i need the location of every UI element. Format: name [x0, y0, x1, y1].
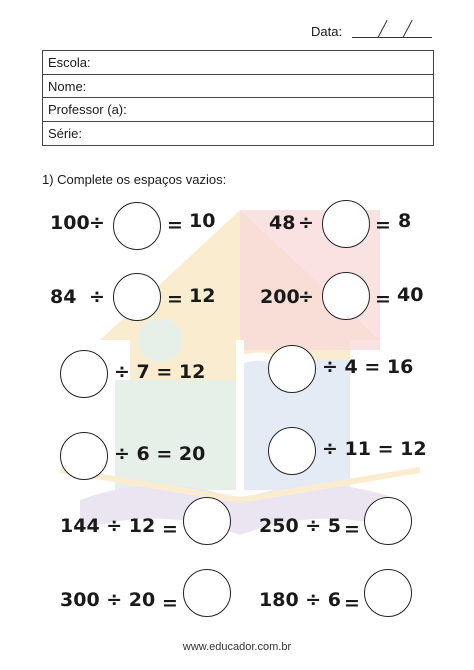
- problem-8-answer-circle[interactable]: [268, 427, 316, 475]
- problem-2-answer-circle[interactable]: [322, 200, 370, 248]
- name-field[interactable]: Nome:: [43, 75, 433, 99]
- date-line: [352, 37, 432, 38]
- problem-4-operator: ÷: [298, 286, 314, 308]
- grade-field[interactable]: Série:: [48, 125, 82, 141]
- problem-4-result: 40: [397, 284, 424, 306]
- date-slash: [377, 20, 387, 38]
- problem-1-result: 10: [189, 210, 216, 232]
- problem-5-answer-circle[interactable]: [60, 350, 108, 398]
- footer-website: www.educador.com.br: [182, 641, 292, 653]
- instruction: 1) Complete os espaços vazios:: [42, 172, 227, 187]
- problem-3-dividend: 84: [50, 286, 77, 308]
- problem-9-equals: =: [162, 518, 178, 540]
- problem-1-operator: ÷: [89, 212, 105, 234]
- problem-11-answer-circle[interactable]: [183, 569, 231, 617]
- problem-10-equals: =: [344, 518, 360, 540]
- problem-4-answer-circle[interactable]: [322, 272, 370, 320]
- school-field[interactable]: Escola:: [43, 51, 433, 75]
- problem-3-operator: ÷: [89, 286, 105, 308]
- problem-8-expression: ÷ 11 = 12: [322, 438, 427, 460]
- problem-3-equals: =: [167, 288, 183, 310]
- date-label: Data:: [311, 24, 343, 39]
- problem-12-answer-circle[interactable]: [364, 569, 412, 617]
- date-slash: [402, 20, 412, 38]
- problem-11-expression: 300 ÷ 20: [60, 589, 156, 611]
- teacher-field[interactable]: Professor (a):: [43, 98, 433, 122]
- student-info-table: [42, 50, 434, 146]
- problem-9-expression: 144 ÷ 12: [60, 515, 156, 537]
- problem-7-answer-circle[interactable]: [60, 432, 108, 480]
- problem-2-operator: ÷: [298, 212, 314, 234]
- problem-3-result: 12: [189, 285, 216, 307]
- problem-12-expression: 180 ÷ 6: [259, 589, 342, 611]
- problem-5-expression: ÷ 7 = 12: [114, 361, 206, 383]
- problem-9-answer-circle[interactable]: [183, 497, 231, 545]
- problem-2-result: 8: [398, 210, 412, 232]
- problem-6-expression: ÷ 4 = 16: [322, 356, 414, 378]
- problem-10-answer-circle[interactable]: [364, 497, 412, 545]
- problem-11-equals: =: [162, 592, 178, 614]
- problem-1-dividend: 100: [50, 212, 90, 234]
- problem-12-equals: =: [344, 592, 360, 614]
- problem-4-equals: =: [375, 288, 391, 310]
- problem-2-dividend: 48: [269, 212, 296, 234]
- problem-2-equals: =: [375, 214, 391, 236]
- problem-3-answer-circle[interactable]: [113, 273, 161, 321]
- problem-10-expression: 250 ÷ 5: [259, 515, 342, 537]
- problem-1-equals: =: [167, 214, 183, 236]
- problem-6-answer-circle[interactable]: [268, 345, 316, 393]
- problem-1-answer-circle[interactable]: [113, 202, 161, 250]
- problem-4-dividend: 200: [260, 286, 300, 308]
- problem-7-expression: ÷ 6 = 20: [114, 443, 206, 465]
